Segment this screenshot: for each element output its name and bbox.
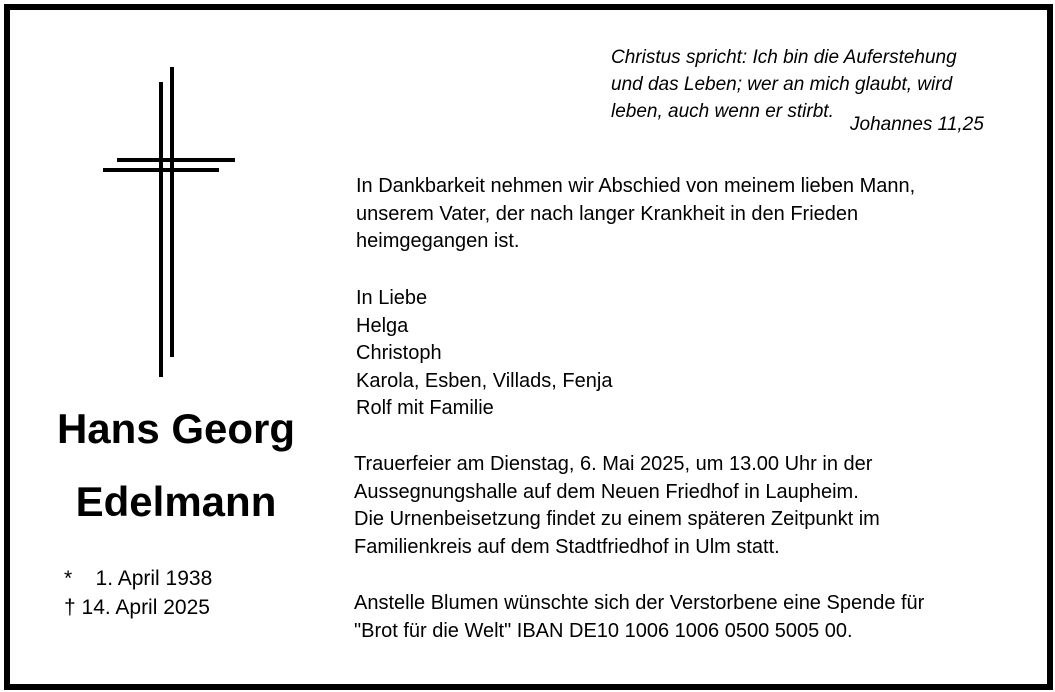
- mourner-line: Rolf mit Familie: [356, 397, 494, 419]
- life-dates: [64, 564, 212, 622]
- mourner-line: Helga: [356, 314, 409, 337]
- ceremony-line: Trauerfeier am Dienstag, 6. Mai 2025, um 13.00 Uhr in der: [354, 453, 873, 475]
- announcement-line: In Dankbarkeit nehmen wir Abschied von meinem lieben Mann,: [356, 175, 916, 197]
- deceased-surname: Edelmann: [75, 478, 277, 525]
- donation-line: "Brot für die Welt" IBAN DE10 1006 1006 0500 5005 00.: [354, 619, 853, 642]
- quote-line: und das Leben; wer an mich glaubt, wird: [611, 74, 953, 95]
- announcement-text: [356, 173, 915, 256]
- birth-date: * 1. April 1938: [64, 567, 213, 590]
- bible-quote: [611, 44, 957, 125]
- ceremony-info: [354, 451, 880, 561]
- quote-line: leben, auch wenn er stirbt.: [611, 101, 834, 122]
- donation-info: [354, 590, 924, 645]
- mourner-line: Karola, Esben, Villads, Fenja: [356, 369, 613, 392]
- announcement-line: heimgegangen ist.: [356, 230, 520, 252]
- ceremony-line: Aussegnungshalle auf dem Neuen Friedhof in Laupheim.: [354, 480, 859, 503]
- mourner-line: Christoph: [356, 342, 442, 364]
- donation-line: Anstelle Blumen wünschte sich der Verstorbene eine Spende für: [354, 592, 925, 614]
- deceased-first-names: Hans Georg: [56, 405, 296, 452]
- ceremony-line: Die Urnenbeisetzung findet zu einem späteren Zeitpunkt im: [354, 508, 880, 530]
- mourners-list: [356, 285, 612, 423]
- quote-line: Christus spricht: Ich bin die Auferstehung: [611, 47, 957, 68]
- ceremony-line: Familienkreis auf dem Stadtfriedhof in Ulm statt.: [354, 535, 780, 558]
- death-date: † 14. April 2025: [64, 596, 210, 619]
- cross-icon: [100, 62, 240, 382]
- announcement-line: unserem Vater, der nach langer Krankheit in den Frieden: [356, 202, 859, 225]
- mourner-line: In Liebe: [356, 287, 428, 309]
- quote-reference: Johannes 11,25: [850, 114, 984, 135]
